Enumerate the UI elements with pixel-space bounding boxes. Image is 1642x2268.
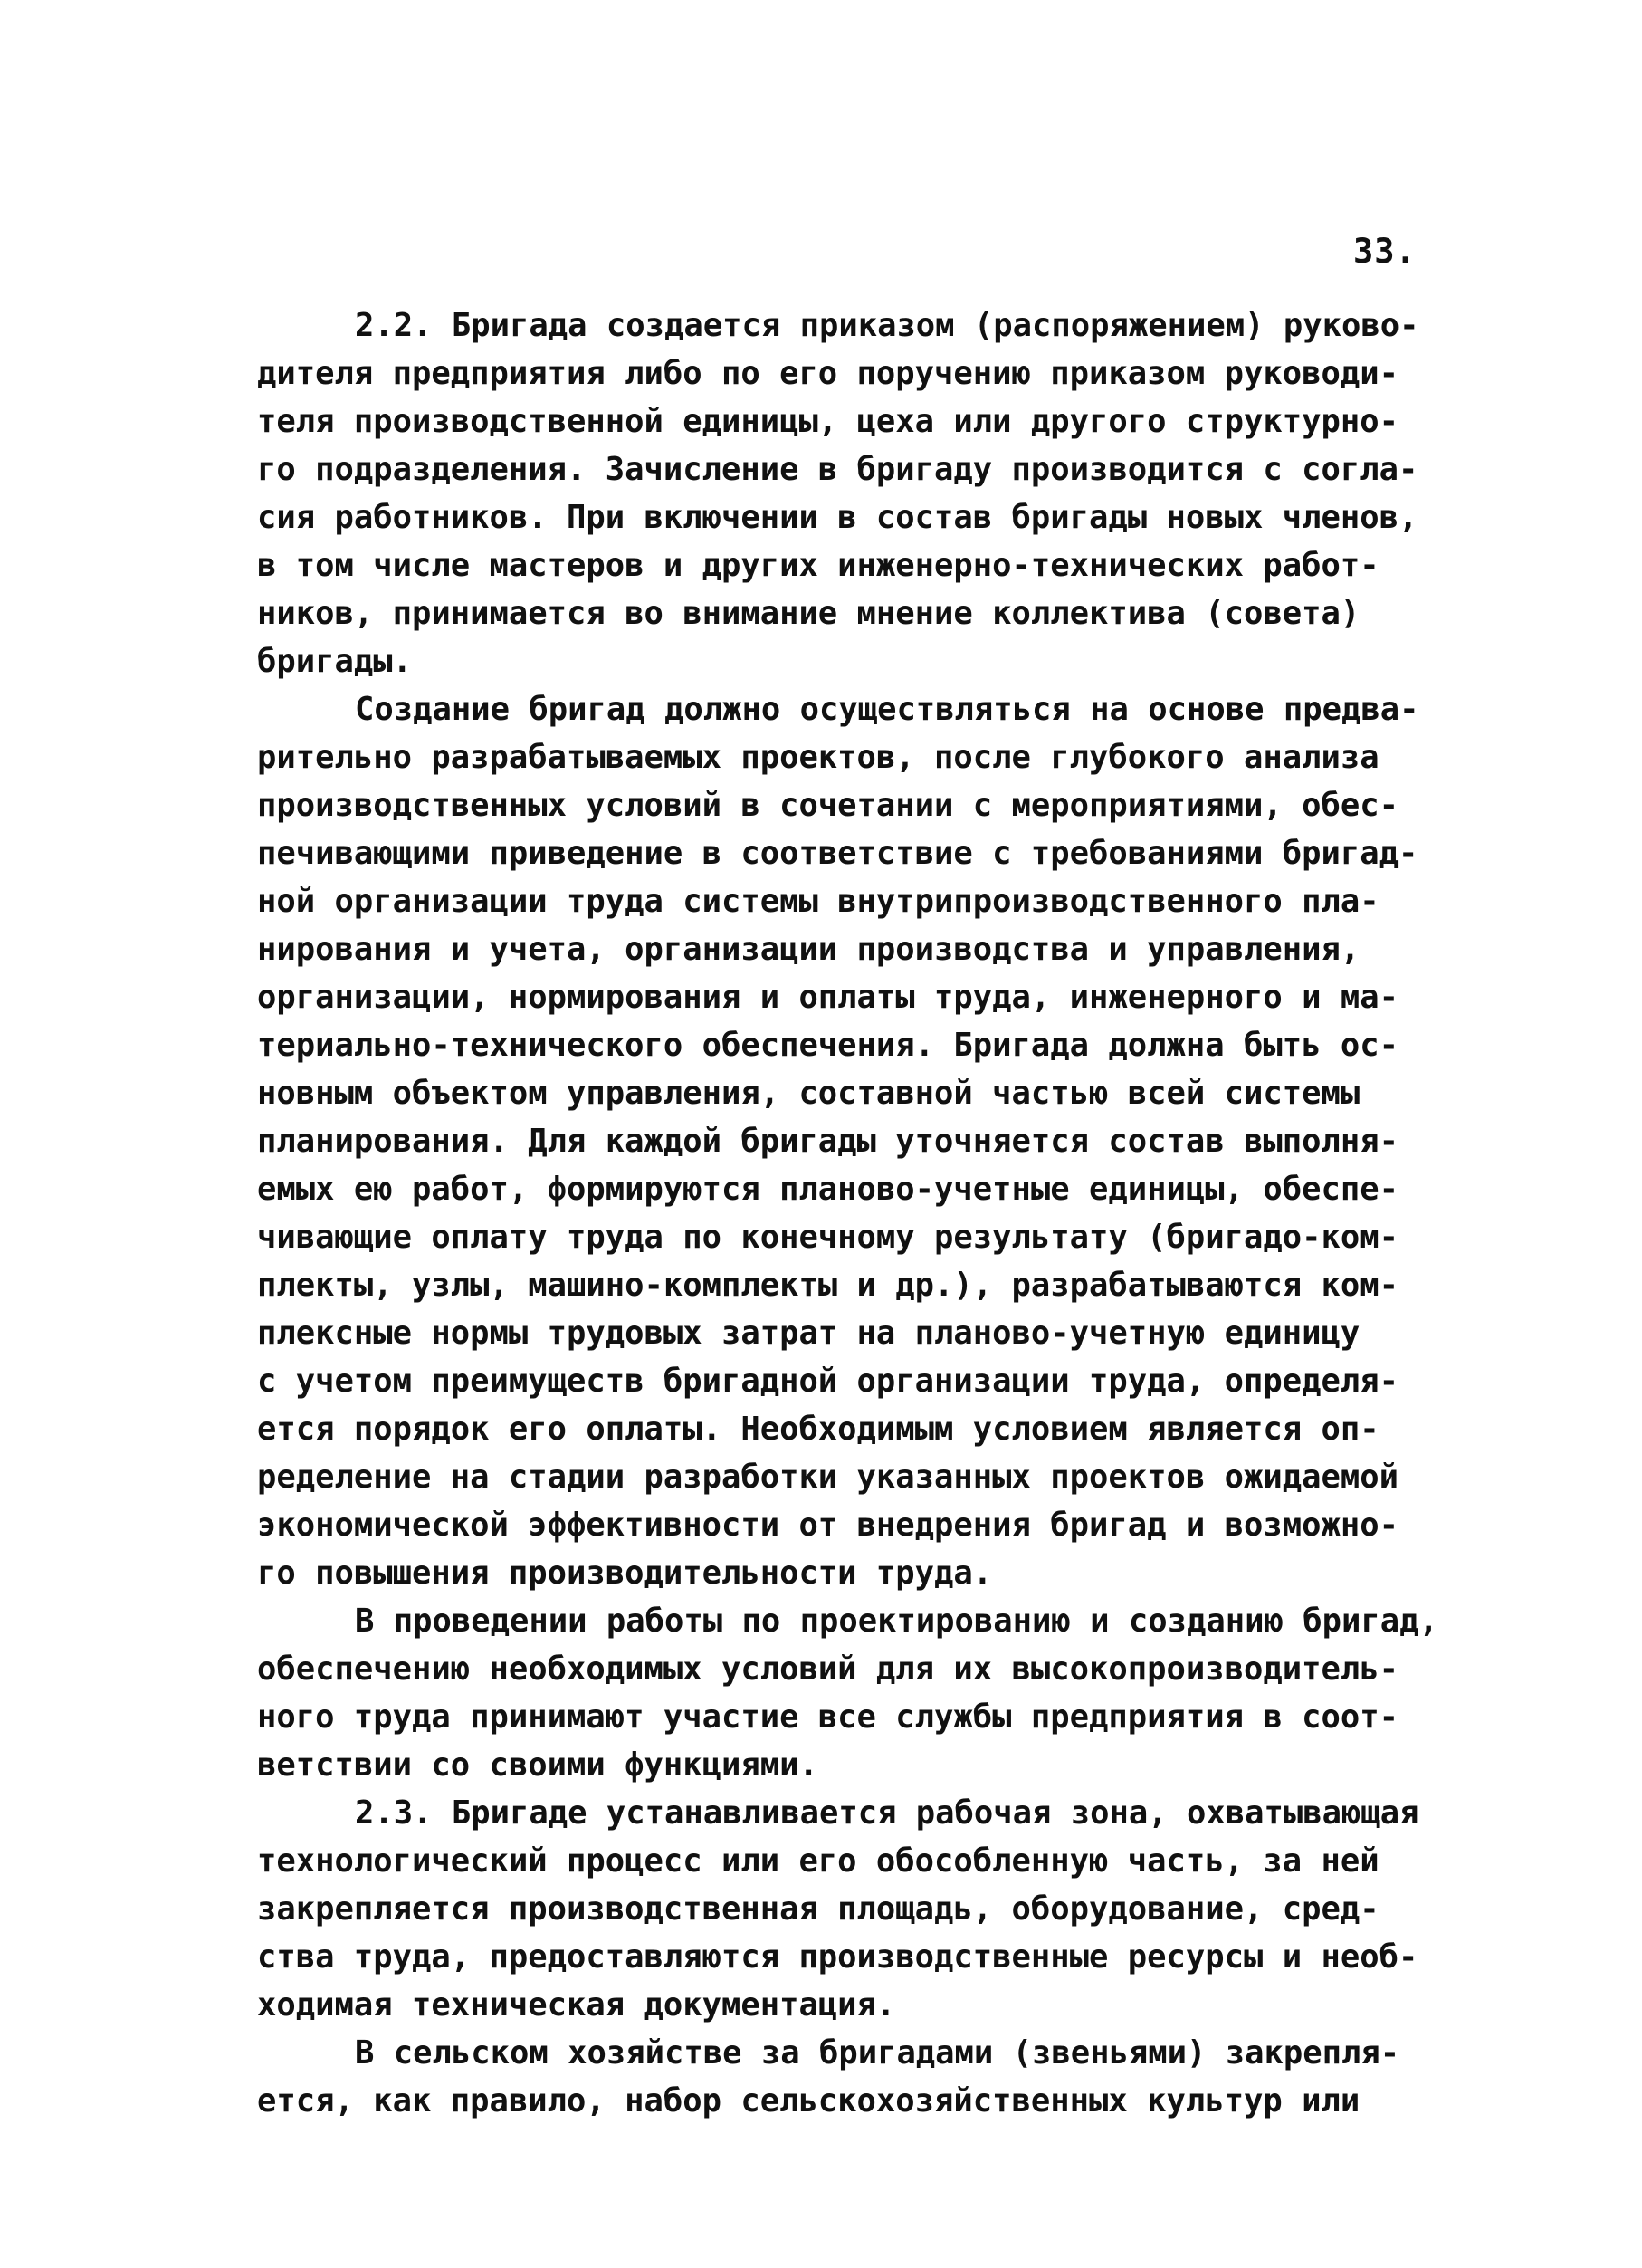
text-line: В сельском хозяйстве за бригадами (звеньями) закрепля-	[355, 2034, 1400, 2072]
text-line: Создание бригад должно осуществляться на основе предва-	[355, 691, 1419, 728]
text-line: плексные нормы трудовых затрат на планово-учетную единицу	[257, 1315, 1360, 1352]
text-line: ства труда, предоставляются производственные ресурсы и необ-	[257, 1938, 1418, 1976]
text-line: экономической эффективности от внедрения бригад и возможно-	[257, 1507, 1399, 1544]
text-line: 2.2. Бригада создается приказом (распоряжением) руково-	[355, 307, 1419, 344]
text-line: ется, как правило, набор сельскохозяйственных культур или	[257, 2082, 1360, 2120]
text-line: в том числе мастеров и других инженерно-технических работ-	[257, 547, 1379, 584]
text-line: ников, принимается во внимание мнение коллектива (совета)	[257, 595, 1360, 632]
text-line: дителя предприятия либо по его поручению приказом руководи-	[257, 355, 1399, 392]
text-line: ется порядок его оплаты. Необходимым условием является оп-	[257, 1411, 1379, 1448]
text-line: с учетом преимуществ бригадной организации труда, определя-	[257, 1363, 1399, 1400]
text-line: нирования и учета, организации производства и управления,	[257, 931, 1360, 968]
text-line: технологический процесс или его обособленную часть, за ней	[257, 1842, 1379, 1880]
text-line: чивающие оплату труда по конечному результату (бригадо-ком-	[257, 1219, 1399, 1256]
text-line: го повышения производительности труда.	[257, 1555, 993, 1592]
text-line: обеспечению необходимых условий для их высокопроизводитель-	[257, 1651, 1399, 1688]
text-line: В проведении работы по проектированию и созданию бригад,	[355, 1603, 1438, 1640]
text-line: емых ею работ, формируются планово-учетные единицы, обеспе-	[257, 1171, 1399, 1208]
text-line: бригады.	[257, 643, 412, 680]
text-line: ного труда принимают участие все службы предприятия в соот-	[257, 1699, 1399, 1736]
text-line: сия работников. При включении в состав бригады новых членов,	[257, 499, 1418, 536]
text-line: 2.3. Бригаде устанавливается рабочая зона, охватывающая	[355, 1794, 1419, 1832]
text-line: рительно разрабатываемых проектов, после глубокого анализа	[257, 739, 1379, 776]
text-line: плекты, узлы, машино-комплекты и др.), разрабатываются ком-	[257, 1267, 1399, 1304]
text-line: ходимая техническая документация.	[257, 1986, 896, 2024]
text-line: ределение на стадии разработки указанных проектов ожидаемой	[257, 1459, 1399, 1496]
page-number: 33.	[1353, 232, 1417, 271]
text-line: печивающими приведение в соответствие с требованиями бригад-	[257, 835, 1418, 872]
text-line: закрепляется производственная площадь, оборудование, сред-	[257, 1890, 1379, 1928]
text-line: новным объектом управления, составной частью всей системы	[257, 1075, 1360, 1112]
text-line: теля производственной единицы, цеха или другого структурно-	[257, 403, 1399, 440]
text-line: ветствии со своими функциями.	[257, 1746, 818, 1784]
text-line: производственных условий в сочетании с мероприятиями, обес-	[257, 787, 1399, 824]
text-line: териально-технического обеспечения. Бригада должна быть ос-	[257, 1027, 1399, 1064]
text-line: организации, нормирования и оплаты труда, инженерного и ма-	[257, 979, 1399, 1016]
text-line: ной организации труда системы внутрипроизводственного пла-	[257, 883, 1379, 920]
text-line: го подразделения. Зачисление в бригаду производится с согла-	[257, 451, 1418, 488]
text-line: планирования. Для каждой бригады уточняется состав выполня-	[257, 1123, 1399, 1160]
